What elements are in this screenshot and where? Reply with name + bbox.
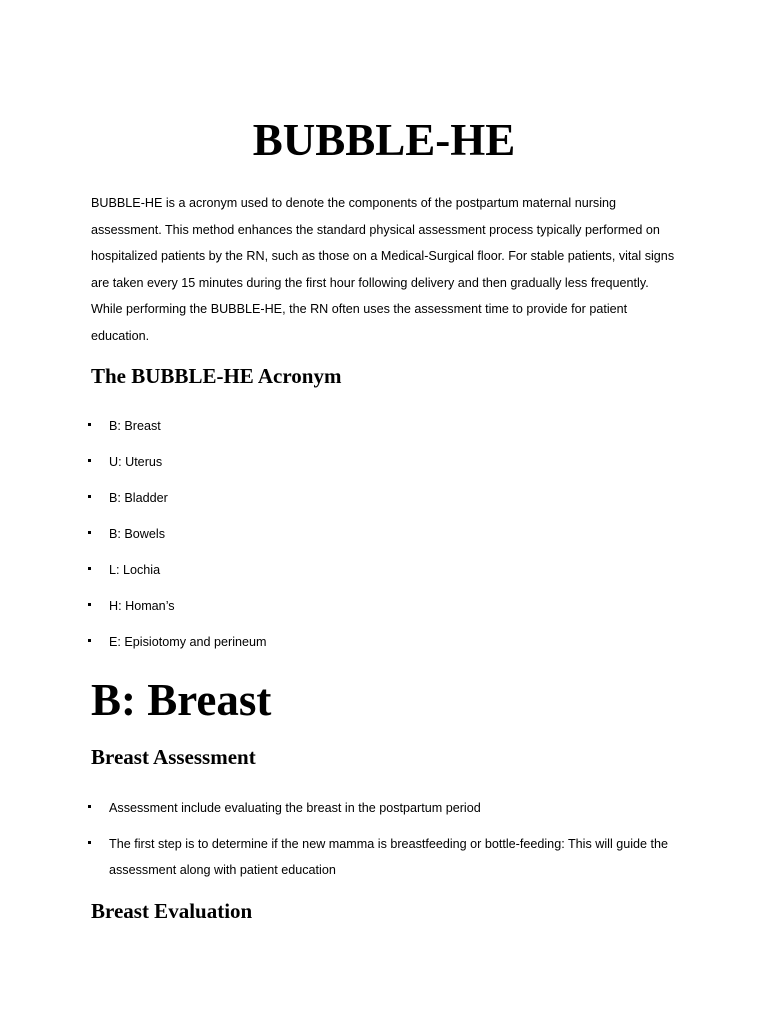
bullet-icon: [88, 567, 91, 570]
breast-assessment-list: [0, 795, 679, 893]
bullet-icon: [88, 531, 91, 534]
list-item: [0, 449, 679, 485]
bullet-icon: [88, 639, 91, 642]
list-item: [0, 485, 679, 521]
acronym-heading: The BUBBLE-HE Acronym: [91, 364, 342, 388]
acronym-list: [0, 413, 679, 665]
bullet-icon: [88, 495, 91, 498]
list-item: [0, 795, 679, 822]
list-item: [0, 413, 679, 449]
list-item-text: L: Lochia: [109, 563, 161, 577]
list-item-text: Assessment include evaluating the breast in the postpartum period: [109, 801, 481, 815]
list-item-text: B: Bladder: [109, 491, 168, 505]
list-item-text: U: Uterus: [109, 455, 163, 469]
list-item: [0, 629, 679, 665]
list-item-text: B: Breast: [109, 419, 161, 433]
bullet-icon: [88, 603, 91, 606]
list-item-text: H: Homan’s: [109, 599, 175, 613]
breast-assessment-heading: Breast Assessment: [91, 745, 256, 769]
list-item: [0, 521, 679, 557]
list-item: [0, 831, 679, 884]
intro-paragraph: BUBBLE-HE is a acronym used to denote the components of the postpartum maternal nursing assessment. This method enhances the standard physical assessment process typically performed on hospitalized patients by the RN, such as those on a Medical-Surgical floor. For stable patients, vital signs are taken every 15 minutes during the first hour following delivery and then gradually less frequently. While performing the BUBBLE-HE, the RN often uses the assessment time to provide for patient education.: [91, 196, 675, 343]
list-item: [0, 557, 679, 593]
breast-evaluation-heading: Breast Evaluation: [91, 899, 253, 923]
bullet-icon: [88, 841, 91, 844]
list-item-text: E: Episiotomy and perineum: [109, 635, 267, 649]
list-item-text: B: Bowels: [109, 527, 165, 541]
bullet-icon: [88, 459, 91, 462]
document-title: BUBBLE-HE: [252, 115, 516, 165]
list-item-text: The first step is to determine if the new mamma is breastfeeding or bottle-feeding: This will guide the assessment along with patient education: [109, 836, 669, 878]
list-item: [0, 593, 679, 629]
bullet-icon: [88, 805, 91, 808]
section-heading-breast: B: Breast: [91, 675, 272, 725]
bullet-icon: [88, 423, 91, 426]
